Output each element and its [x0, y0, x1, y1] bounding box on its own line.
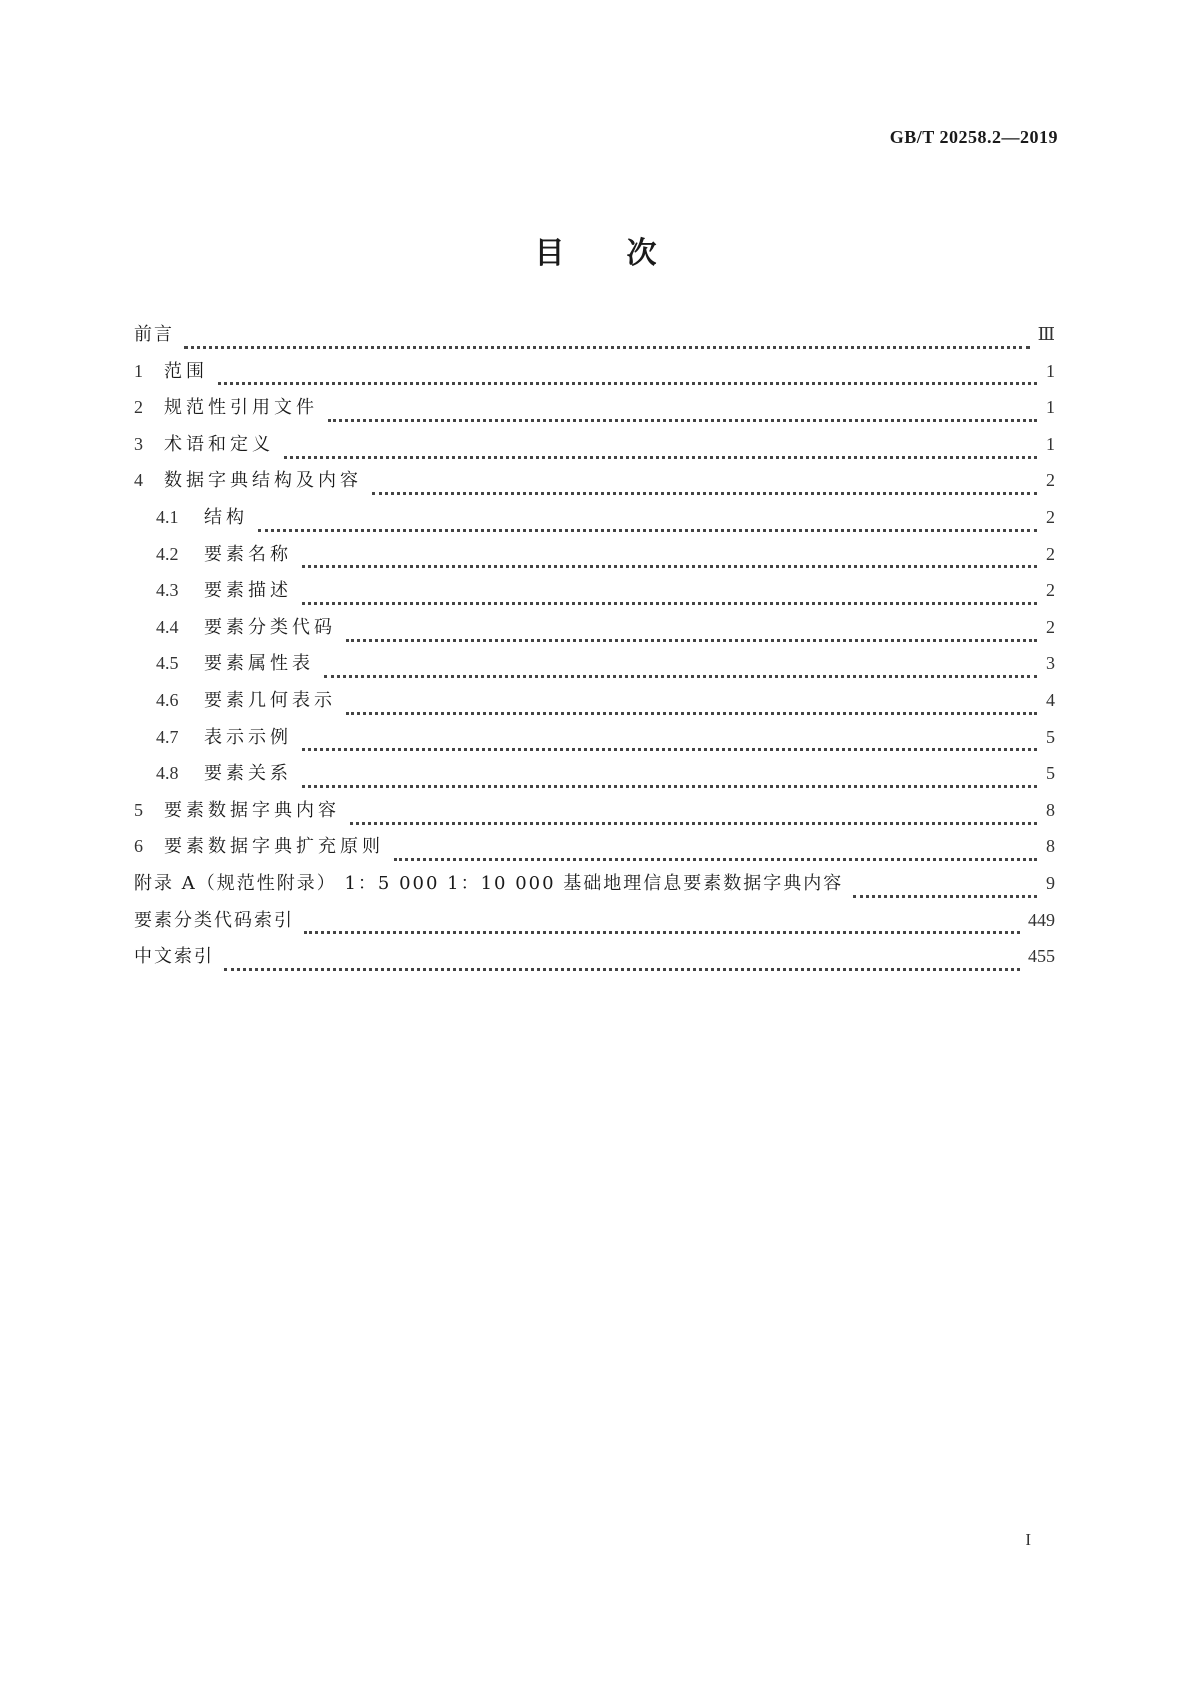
- toc-entry-page: 455: [1028, 946, 1055, 967]
- toc-entry-page: 5: [1046, 763, 1055, 784]
- toc-entry[interactable]: [134, 507, 1055, 544]
- toc-entry-page: 2: [1046, 506, 1055, 527]
- toc-dot-leader: [328, 419, 1037, 422]
- toc-entry-page: 449: [1028, 909, 1055, 930]
- page-number: I: [1025, 1530, 1031, 1549]
- toc-entry[interactable]: [134, 873, 1055, 910]
- toc-entry-page: 2: [1046, 470, 1055, 491]
- toc-entry[interactable]: [134, 397, 1055, 434]
- toc-entry-page: 1: [1046, 433, 1055, 454]
- toc-entry-title: 要素几何表示: [204, 689, 336, 711]
- toc-entry[interactable]: [134, 910, 1055, 947]
- toc-entry-number: 6: [134, 836, 143, 857]
- toc-entry-number: 4.8: [156, 763, 179, 784]
- toc-entry-page: 8: [1046, 799, 1055, 820]
- toc-entry[interactable]: [134, 763, 1055, 800]
- toc-entry-title: 要素描述: [204, 580, 292, 602]
- toc-entry-title: 前言: [134, 324, 174, 345]
- toc-entry-title: 要素分类代码: [204, 616, 336, 638]
- title-char-1: 目: [534, 236, 565, 271]
- toc-entry-page: 5: [1046, 726, 1055, 747]
- toc-dot-leader: [346, 712, 1037, 715]
- toc-entry[interactable]: [134, 361, 1055, 398]
- toc-dot-leader: [218, 382, 1037, 385]
- toc-entry-number: 3: [134, 433, 143, 454]
- toc-entry-page: 1: [1046, 397, 1055, 418]
- toc-dot-leader: [324, 675, 1037, 678]
- toc-entry-title: 要素属性表: [204, 653, 314, 675]
- toc-entry-title: 范围: [164, 360, 208, 382]
- toc-entry-number: 4.6: [156, 689, 179, 710]
- toc-dot-leader: [372, 492, 1037, 495]
- toc-entry[interactable]: [134, 690, 1055, 727]
- toc-entry[interactable]: [134, 836, 1055, 873]
- toc-entry-number: 4: [134, 470, 143, 491]
- standard-code: GB/T 20258.2—2019: [889, 127, 1058, 147]
- toc-dot-leader: [302, 565, 1037, 568]
- toc-entry-number: 4.1: [156, 506, 179, 527]
- toc-entry[interactable]: [134, 800, 1055, 837]
- toc-entry-title: 要素名称: [204, 543, 292, 565]
- toc-entry-title: 规范性引用文件: [164, 397, 318, 419]
- toc-dot-leader: [853, 895, 1037, 898]
- toc-entry-page: 2: [1046, 580, 1055, 601]
- toc-entry[interactable]: [134, 324, 1055, 361]
- toc-entry-title: 中文索引: [134, 946, 214, 968]
- toc-dot-leader: [224, 968, 1020, 971]
- toc-entry-title: 要素数据字典内容: [164, 799, 340, 821]
- toc-entry-title: 附录 A（规范性附录） 1：5 000 1：10 000 基础地理信息要素数据字典内容: [134, 872, 844, 894]
- toc-dot-leader: [302, 785, 1037, 788]
- toc-dot-leader: [302, 748, 1037, 751]
- toc-entry-number: 1: [134, 360, 143, 381]
- toc-entry-page: 4: [1046, 689, 1055, 710]
- toc-entry-title: 要素分类代码索引: [134, 909, 294, 931]
- toc-entry-page: 3: [1046, 653, 1055, 674]
- toc-entry-page: 1: [1046, 360, 1055, 381]
- toc-entry-number: 4.5: [156, 653, 179, 674]
- toc-dot-leader: [346, 639, 1037, 642]
- toc-entry-number: 4.7: [156, 726, 179, 747]
- toc-dot-leader: [258, 529, 1037, 532]
- toc-dot-leader: [304, 931, 1020, 934]
- toc-entry[interactable]: [134, 617, 1055, 654]
- toc-entry-number: 5: [134, 799, 143, 820]
- table-of-contents: [134, 324, 1055, 983]
- toc-entry[interactable]: [134, 580, 1055, 617]
- toc-entry-title: 要素关系: [204, 763, 292, 785]
- toc-entry-title: 术语和定义: [164, 433, 274, 455]
- toc-entry-page: 2: [1046, 543, 1055, 564]
- toc-dot-leader: [394, 858, 1037, 861]
- toc-dot-leader: [302, 602, 1037, 605]
- toc-entry-number: 2: [134, 397, 143, 418]
- toc-entry-number: 4.4: [156, 616, 179, 637]
- toc-entry-page: 8: [1046, 836, 1055, 857]
- toc-entry-title: 结构: [204, 506, 248, 528]
- toc-entry-title: 要素数据字典扩充原则: [164, 836, 384, 858]
- toc-entry-number: 4.3: [156, 580, 179, 601]
- toc-dot-leader: [184, 346, 1030, 349]
- toc-entry[interactable]: [134, 653, 1055, 690]
- toc-entry-page: 9: [1046, 872, 1055, 893]
- toc-entry[interactable]: [134, 434, 1055, 471]
- toc-entry-title: 表示示例: [204, 726, 292, 748]
- toc-entry[interactable]: [134, 544, 1055, 581]
- toc-entry-number: 4.2: [156, 543, 179, 564]
- toc-entry-page: Ⅲ: [1037, 324, 1055, 344]
- toc-entry[interactable]: [134, 727, 1055, 764]
- toc-dot-leader: [284, 456, 1037, 459]
- toc-entry[interactable]: [134, 946, 1055, 983]
- toc-entry[interactable]: [134, 470, 1055, 507]
- toc-entry-title: 数据字典结构及内容: [164, 470, 362, 492]
- toc-entry-page: 2: [1046, 616, 1055, 637]
- toc-dot-leader: [350, 822, 1037, 825]
- page-title: [0, 228, 1191, 272]
- title-char-2: 次: [626, 236, 657, 271]
